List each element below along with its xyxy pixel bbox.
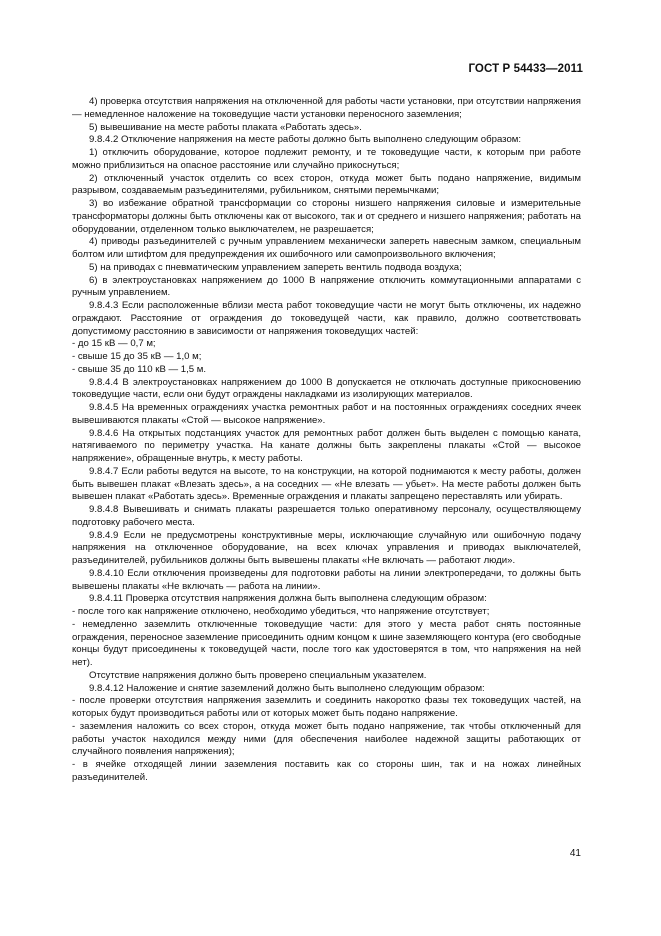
paragraph: 9.8.4.7 Если работы ведутся на высоте, то на конструкции, на которой поднимаются к месту работы, должен быть вывешен плакат «Влезать здесь», а на соседних — «Не влезать — убьет». На месте работы должен быть вывешен плакат «Работать здесь». Временные ограждения и плакаты запрещено переставлять или убирать. (72, 465, 581, 503)
list-item: - немедленно заземлить отключенные токоведущие части: для этого у места работ снять постоянные ограждения, переносное заземление присоединить одним концом к шине заземляющего контура (его свободные концы будут присоединены к токоведущей части, после того как удостоверятся в том, что напряжения на ней нет). (72, 618, 581, 668)
paragraph: 9.8.4.6 На открытых подстанциях участок для ремонтных работ должен быть выделен с помощью каната, натягиваемого по периметру участка. На канате должны быть закреплены плакаты «Стой — высокое напряжение», обращенные внутрь, к месту работы. (72, 427, 581, 464)
paragraph: 9.8.4.11 Проверка отсутствия напряжения должна быть выполнена следующим образом: (89, 593, 487, 605)
paragraph: Отсутствие напряжения должно быть проверено специальным указателем. (89, 669, 427, 681)
list-item: - свыше 35 до 110 кВ — 1,5 м. (72, 363, 207, 375)
paragraph: 9.8.4.3 Если расположенные вблизи места работ токоведущие части не могут быть отключены, их надежно ограждают. Расстояние от ограждения до токоведущей части, как правило, должно соответствовать допустимому расстоянию в зависимости от напряжения токоведущих частей: (72, 300, 581, 337)
document-body (72, 96, 581, 785)
paragraph: 2) отключенный участок отделить со всех сторон, откуда может быть подано напряжение, видимым разрывом, создаваемым разъединителями, рубильником, снятыми перемычками; (72, 172, 581, 197)
paragraph: 9.8.4.9 Если не предусмотрены конструктивные меры, исключающие случайную или ошибочную подачу напряжения на отключенное оборудование, на всех ключах управления и приводах выключателей, разъединителей, рубильников должны быть вывешены плакаты «Не включать — работают люди». (72, 529, 581, 566)
paragraph: 5) на приводах с пневматическим управлением запереть вентиль подвода воздуха; (89, 261, 462, 273)
list-item: - до 15 кВ — 0,7 м; (72, 338, 156, 350)
paragraph: 4) приводы разъединителей с ручным управлением механически запереть навесным замком, специальным болтом или штифтом для предупреждения их ошибочного или самопроизвольного включения; (72, 236, 581, 260)
paragraph: 4) проверка отсутствия напряжения на отключенной для работы части установки, при отсутствии напряжения — немедленное наложение на токоведущие части установки переносного заземления; (72, 96, 581, 120)
paragraph: 5) вывешивание на месте работы плаката «Работать здесь». (89, 121, 362, 133)
paragraph: 9.8.4.2 Отключение напряжения на месте работы должно быть выполнено следующим образом: (89, 134, 522, 146)
list-item: - после проверки отсутствия напряжения заземлить и соединить накоротко фазы тех токоведущих частей, на которых будут производиться работы или от которых может быть подано напряжение. (72, 695, 581, 719)
list-item: - в ячейке отходящей линии заземления поставить как со стороны шин, так и на ножах линейных разъединителей. (72, 759, 581, 783)
document-header: ГОСТ Р 54433—2011 (468, 63, 583, 75)
list-item: - заземления наложить со всех сторон, откуда может быть подано напряжение, так чтобы отключенный для работы участок находился между ними (для обеспечения наиболее надежной защиты работающих от случайного появления напряжения); (72, 720, 581, 758)
paragraph: 9.8.4.8 Вывешивать и снимать плакаты разрешается только оперативному персоналу, осуществляющему подготовку рабочего места. (72, 504, 581, 528)
paragraph: 9.8.4.10 Если отключения произведены для подготовки работы на линии электропередачи, то должны быть вывешены плакаты «Не включать — работа на линии». (72, 567, 581, 592)
page-number: 41 (569, 848, 581, 859)
paragraph: 9.8.4.5 На временных ограждениях участка ремонтных работ и на постоянных ограждениях соседних ячеек вывешиваются плакаты «Стой — высокое напряжение». (72, 402, 581, 426)
paragraph: 9.8.4.12 Наложение и снятие заземлений должно быть выполнено следующим образом: (89, 682, 485, 694)
list-item: - после того как напряжение отключено, необходимо убедиться, что напряжение отсутствует; (72, 606, 490, 617)
paragraph: 3) во избежание обратной трансформации со стороны низшего напряжения силовые и измерительные трансформаторы должны быть отключены как от высокого, так и от среднего и низшего напряжения; работать на оборудовании, отделенном только выключателем, не разрешается; (72, 198, 581, 235)
paragraph: 1) отключить оборудование, которое подлежит ремонту, и те токоведущие части, к которым при работе можно приблизиться на опасное расстояние или случайно прикоснуться; (72, 147, 581, 171)
paragraph: 6) в электроустановках напряжением до 1000 В напряжение отключить коммутационными аппаратами с ручным управлением. (72, 274, 581, 299)
paragraph: 9.8.4.4 В электроустановках напряжением до 1000 В допускается не отключать доступные прикосновению токоведущие части, если они будут ограждены накладками из изолирующих материалов. (72, 376, 581, 401)
list-item: - свыше 15 до 35 кВ — 1,0 м; (72, 351, 202, 362)
